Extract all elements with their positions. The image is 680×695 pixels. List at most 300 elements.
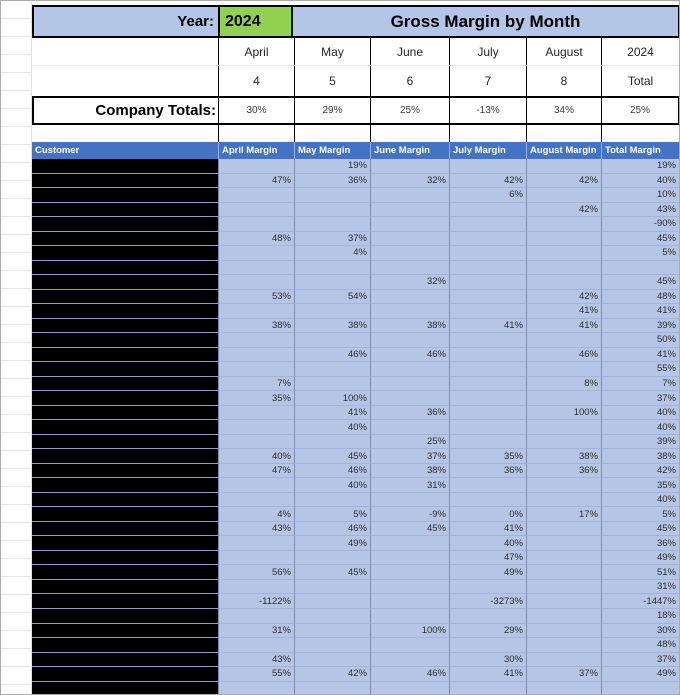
margin-value-cell[interactable]: 54% xyxy=(294,290,370,305)
margin-value-cell[interactable] xyxy=(294,493,370,508)
margin-value-cell[interactable]: 38% xyxy=(370,464,449,479)
margin-value-cell[interactable] xyxy=(218,333,294,348)
margin-value-cell[interactable]: 35% xyxy=(601,478,680,493)
margin-value-cell[interactable]: 36% xyxy=(526,464,601,479)
margin-value-cell[interactable]: 41% xyxy=(601,304,680,319)
margin-value-cell[interactable] xyxy=(370,653,449,668)
margin-value-cell[interactable]: 100% xyxy=(526,406,601,421)
margin-value-cell[interactable]: 40% xyxy=(294,478,370,493)
customer-cell-redacted[interactable] xyxy=(32,217,218,232)
margin-value-cell[interactable] xyxy=(370,261,449,276)
margin-value-cell[interactable]: 46% xyxy=(370,667,449,682)
customer-cell-redacted[interactable] xyxy=(32,624,218,639)
margin-value-cell[interactable] xyxy=(370,304,449,319)
margin-value-cell[interactable]: 0% xyxy=(449,507,526,522)
margin-value-cell[interactable] xyxy=(526,580,601,595)
margin-value-cell[interactable] xyxy=(370,232,449,247)
margin-value-cell[interactable] xyxy=(449,377,526,392)
margin-value-cell[interactable] xyxy=(601,261,680,276)
margin-value-cell[interactable] xyxy=(370,493,449,508)
company-total-june[interactable]: 25% xyxy=(370,98,449,123)
margin-value-cell[interactable] xyxy=(218,682,294,695)
margin-value-cell[interactable]: 42% xyxy=(449,174,526,189)
margin-value-cell[interactable]: 48% xyxy=(218,232,294,247)
margin-value-cell[interactable]: 48% xyxy=(601,638,680,653)
margin-value-cell[interactable]: 31% xyxy=(601,580,680,595)
margin-value-cell[interactable]: 41% xyxy=(526,319,601,334)
margin-value-cell[interactable] xyxy=(449,159,526,174)
margin-value-cell[interactable]: 56% xyxy=(218,565,294,580)
margin-value-cell[interactable] xyxy=(449,682,526,695)
margin-value-cell[interactable]: 37% xyxy=(601,391,680,406)
customer-cell-redacted[interactable] xyxy=(32,682,218,695)
margin-value-cell[interactable] xyxy=(218,551,294,566)
margin-value-cell[interactable]: 45% xyxy=(370,522,449,537)
margin-value-cell[interactable]: 36% xyxy=(294,174,370,189)
customer-cell-redacted[interactable] xyxy=(32,174,218,189)
margin-value-cell[interactable] xyxy=(294,261,370,276)
margin-value-cell[interactable]: 46% xyxy=(294,522,370,537)
company-total-april[interactable]: 30% xyxy=(218,98,294,123)
margin-value-cell[interactable] xyxy=(449,246,526,261)
margin-value-cell[interactable] xyxy=(526,551,601,566)
margin-value-cell[interactable] xyxy=(526,522,601,537)
customer-cell-redacted[interactable] xyxy=(32,203,218,218)
margin-value-cell[interactable]: 47% xyxy=(218,464,294,479)
margin-value-cell[interactable]: 50% xyxy=(601,333,680,348)
margin-value-cell[interactable]: 40% xyxy=(601,420,680,435)
margin-value-cell[interactable] xyxy=(449,275,526,290)
margin-value-cell[interactable] xyxy=(370,638,449,653)
margin-value-cell[interactable]: 6% xyxy=(449,188,526,203)
month-number-cell[interactable]: 7 xyxy=(449,66,526,96)
margin-value-cell[interactable]: 40% xyxy=(601,406,680,421)
margin-value-cell[interactable] xyxy=(526,493,601,508)
customer-cell-redacted[interactable] xyxy=(32,522,218,537)
month-cell-august[interactable]: August xyxy=(526,38,601,65)
margin-value-cell[interactable]: 31% xyxy=(218,624,294,639)
margin-value-cell[interactable] xyxy=(218,203,294,218)
margin-value-cell[interactable] xyxy=(449,333,526,348)
margin-value-cell[interactable] xyxy=(370,217,449,232)
margin-value-cell[interactable] xyxy=(449,638,526,653)
margin-value-cell[interactable] xyxy=(370,246,449,261)
customer-cell-redacted[interactable] xyxy=(32,580,218,595)
column-header-may-margin[interactable]: May Margin xyxy=(294,142,370,159)
margin-value-cell[interactable] xyxy=(526,594,601,609)
margin-value-cell[interactable] xyxy=(526,638,601,653)
margin-value-cell[interactable] xyxy=(526,653,601,668)
margin-value-cell[interactable]: 100% xyxy=(370,624,449,639)
margin-value-cell[interactable] xyxy=(294,217,370,232)
margin-value-cell[interactable]: 19% xyxy=(601,159,680,174)
margin-value-cell[interactable] xyxy=(218,493,294,508)
margin-value-cell[interactable] xyxy=(526,188,601,203)
margin-value-cell[interactable] xyxy=(370,536,449,551)
margin-value-cell[interactable] xyxy=(449,391,526,406)
margin-value-cell[interactable] xyxy=(294,624,370,639)
margin-value-cell[interactable]: 40% xyxy=(294,420,370,435)
margin-value-cell[interactable] xyxy=(449,406,526,421)
margin-value-cell[interactable]: 35% xyxy=(218,391,294,406)
margin-value-cell[interactable]: 46% xyxy=(370,348,449,363)
margin-value-cell[interactable] xyxy=(294,594,370,609)
month-number-cell-total[interactable]: Total xyxy=(601,66,680,96)
margin-value-cell[interactable] xyxy=(526,362,601,377)
column-header-august-margin[interactable]: August Margin xyxy=(526,142,601,159)
margin-value-cell[interactable]: 38% xyxy=(601,449,680,464)
company-total-may[interactable]: 29% xyxy=(294,98,370,123)
margin-value-cell[interactable] xyxy=(218,275,294,290)
page-title: Gross Margin by Month xyxy=(293,7,678,36)
margin-value-cell[interactable] xyxy=(370,159,449,174)
margin-value-cell[interactable] xyxy=(218,609,294,624)
customer-cell-redacted[interactable] xyxy=(32,536,218,551)
customer-cell-redacted[interactable] xyxy=(32,478,218,493)
customer-cell-redacted[interactable] xyxy=(32,435,218,450)
company-total-august[interactable]: 34% xyxy=(526,98,601,123)
margin-value-cell[interactable] xyxy=(370,203,449,218)
margin-value-cell[interactable] xyxy=(370,290,449,305)
margin-value-cell[interactable] xyxy=(449,290,526,305)
margin-value-cell[interactable] xyxy=(449,493,526,508)
customer-cell-redacted[interactable] xyxy=(32,551,218,566)
margin-value-cell[interactable] xyxy=(526,624,601,639)
margin-value-cell[interactable] xyxy=(294,551,370,566)
company-total-year[interactable]: 25% xyxy=(601,98,678,123)
customer-cell-redacted[interactable] xyxy=(32,653,218,668)
margin-value-cell[interactable] xyxy=(294,275,370,290)
margin-value-cell[interactable] xyxy=(294,638,370,653)
table-row xyxy=(32,290,680,305)
margin-value-cell[interactable] xyxy=(218,420,294,435)
column-header-june-margin[interactable]: June Margin xyxy=(370,142,449,159)
customer-cell-redacted[interactable] xyxy=(32,507,218,522)
margin-value-cell[interactable]: 41% xyxy=(601,348,680,363)
customer-cell-redacted[interactable] xyxy=(32,493,218,508)
gap-cell xyxy=(601,125,680,142)
margin-value-cell[interactable] xyxy=(294,362,370,377)
customer-cell-redacted[interactable] xyxy=(32,594,218,609)
margin-value-cell[interactable]: 47% xyxy=(449,551,526,566)
margin-value-cell[interactable]: 45% xyxy=(601,522,680,537)
margin-value-cell[interactable] xyxy=(449,232,526,247)
month-cell-april[interactable]: April xyxy=(218,38,294,65)
margin-value-cell[interactable]: -3273% xyxy=(449,594,526,609)
company-totals-label: Company Totals: xyxy=(95,102,216,119)
margin-value-cell[interactable]: -1122% xyxy=(218,594,294,609)
customer-cell-redacted[interactable] xyxy=(32,406,218,421)
margin-value-cell[interactable] xyxy=(294,377,370,392)
margin-value-cell[interactable] xyxy=(370,580,449,595)
margin-value-cell[interactable] xyxy=(294,653,370,668)
margin-value-cell[interactable]: 41% xyxy=(449,319,526,334)
margin-value-cell[interactable] xyxy=(294,333,370,348)
margin-value-cell[interactable]: 30% xyxy=(601,624,680,639)
margin-value-cell[interactable]: 8% xyxy=(526,377,601,392)
margin-value-cell[interactable]: 38% xyxy=(294,319,370,334)
customer-cell-redacted[interactable] xyxy=(32,667,218,682)
customer-cell-redacted[interactable] xyxy=(32,232,218,247)
margin-value-cell[interactable]: 47% xyxy=(218,174,294,189)
customer-cell-redacted[interactable] xyxy=(32,275,218,290)
table-row xyxy=(32,203,680,218)
margin-value-cell[interactable] xyxy=(218,406,294,421)
margin-value-cell[interactable] xyxy=(526,420,601,435)
margin-value-cell[interactable] xyxy=(218,261,294,276)
margin-value-cell[interactable] xyxy=(294,682,370,695)
table-row xyxy=(32,536,680,551)
margin-value-cell[interactable] xyxy=(526,261,601,276)
month-number-cell[interactable]: 4 xyxy=(218,66,294,96)
margin-value-cell[interactable]: 39% xyxy=(601,435,680,450)
table-row xyxy=(32,348,680,363)
margin-value-cell[interactable] xyxy=(526,275,601,290)
margin-value-cell[interactable]: 30% xyxy=(449,653,526,668)
margin-value-cell[interactable]: 5% xyxy=(601,507,680,522)
margin-value-cell[interactable] xyxy=(370,333,449,348)
margin-value-cell[interactable]: 10% xyxy=(601,188,680,203)
margin-value-cell[interactable]: 46% xyxy=(294,348,370,363)
customer-cell-redacted[interactable] xyxy=(32,377,218,392)
margin-value-cell[interactable]: 42% xyxy=(526,290,601,305)
margin-value-cell[interactable]: 49% xyxy=(601,667,680,682)
margin-value-cell[interactable] xyxy=(370,420,449,435)
margin-value-cell[interactable]: 35% xyxy=(449,449,526,464)
margin-value-cell[interactable]: 36% xyxy=(449,464,526,479)
customer-cell-redacted[interactable] xyxy=(32,261,218,276)
customer-cell-redacted[interactable] xyxy=(32,420,218,435)
margin-value-cell[interactable] xyxy=(526,333,601,348)
margin-value-cell[interactable] xyxy=(526,391,601,406)
margin-value-cell[interactable]: 38% xyxy=(526,449,601,464)
margin-value-cell[interactable] xyxy=(218,638,294,653)
margin-value-cell[interactable]: 17% xyxy=(526,507,601,522)
margin-value-cell[interactable] xyxy=(294,188,370,203)
margin-value-cell[interactable] xyxy=(294,304,370,319)
margin-value-cell[interactable]: 49% xyxy=(601,551,680,566)
column-header-july-margin[interactable]: July Margin xyxy=(449,142,526,159)
column-header-total-margin[interactable]: Total Margin xyxy=(601,142,680,159)
column-header-customer[interactable]: Customer xyxy=(35,145,80,156)
header-banner xyxy=(32,5,680,38)
margin-value-cell[interactable]: 40% xyxy=(601,493,680,508)
margin-value-cell[interactable]: 41% xyxy=(526,304,601,319)
margin-value-cell[interactable] xyxy=(526,232,601,247)
margin-value-cell[interactable] xyxy=(449,420,526,435)
table-row xyxy=(32,449,680,464)
customer-cell-redacted[interactable] xyxy=(32,391,218,406)
table-row xyxy=(32,377,680,392)
margin-value-cell[interactable] xyxy=(526,159,601,174)
margin-value-cell[interactable] xyxy=(526,609,601,624)
margin-value-cell[interactable] xyxy=(370,362,449,377)
margin-value-cell[interactable] xyxy=(218,246,294,261)
margin-value-cell[interactable]: 37% xyxy=(601,653,680,668)
margin-value-cell[interactable]: 40% xyxy=(449,536,526,551)
margin-value-cell[interactable] xyxy=(449,348,526,363)
margin-value-cell[interactable]: 45% xyxy=(294,565,370,580)
margin-value-cell[interactable] xyxy=(601,682,680,695)
margin-value-cell[interactable] xyxy=(449,609,526,624)
margin-value-cell[interactable] xyxy=(449,478,526,493)
customer-cell-redacted[interactable] xyxy=(32,246,218,261)
margin-value-cell[interactable]: 37% xyxy=(370,449,449,464)
margin-value-cell[interactable]: 18% xyxy=(601,609,680,624)
margin-value-cell[interactable] xyxy=(370,391,449,406)
margin-value-cell[interactable]: 41% xyxy=(449,522,526,537)
margin-value-cell[interactable]: 41% xyxy=(449,667,526,682)
customer-cell-redacted[interactable] xyxy=(32,348,218,363)
margin-value-cell[interactable]: 7% xyxy=(218,377,294,392)
margin-value-cell[interactable]: 40% xyxy=(218,449,294,464)
margin-value-cell[interactable]: 46% xyxy=(526,348,601,363)
margin-value-cell[interactable]: 19% xyxy=(294,159,370,174)
customer-cell-redacted[interactable] xyxy=(32,188,218,203)
margin-value-cell[interactable]: 39% xyxy=(601,319,680,334)
margin-value-cell[interactable]: 36% xyxy=(601,536,680,551)
margin-value-cell[interactable]: 38% xyxy=(370,319,449,334)
margin-value-cell[interactable]: 43% xyxy=(601,203,680,218)
margin-value-cell[interactable]: 45% xyxy=(294,449,370,464)
margin-value-cell[interactable] xyxy=(294,435,370,450)
margin-value-cell[interactable]: 100% xyxy=(294,391,370,406)
margin-value-cell[interactable] xyxy=(526,217,601,232)
margin-value-cell[interactable] xyxy=(218,478,294,493)
margin-value-cell[interactable]: 4% xyxy=(294,246,370,261)
margin-value-cell[interactable]: 7% xyxy=(601,377,680,392)
margin-value-cell[interactable] xyxy=(449,203,526,218)
margin-value-cell[interactable]: 32% xyxy=(370,174,449,189)
margin-value-cell[interactable] xyxy=(218,217,294,232)
margin-value-cell[interactable] xyxy=(370,377,449,392)
margin-value-cell[interactable] xyxy=(370,594,449,609)
margin-value-cell[interactable]: 53% xyxy=(218,290,294,305)
margin-value-cell[interactable] xyxy=(526,565,601,580)
margin-value-cell[interactable] xyxy=(294,203,370,218)
margin-value-cell[interactable] xyxy=(218,304,294,319)
customer-cell-redacted[interactable] xyxy=(32,609,218,624)
month-cell-july[interactable]: July xyxy=(449,38,526,65)
customer-cell-redacted[interactable] xyxy=(32,333,218,348)
margin-value-cell[interactable]: -9% xyxy=(370,507,449,522)
margin-value-cell[interactable] xyxy=(218,580,294,595)
margin-value-cell[interactable] xyxy=(294,580,370,595)
month-number-cell[interactable]: 8 xyxy=(526,66,601,96)
margin-value-cell[interactable] xyxy=(218,348,294,363)
margin-value-cell[interactable]: 42% xyxy=(601,464,680,479)
margin-value-cell[interactable]: 55% xyxy=(601,362,680,377)
margin-value-cell[interactable] xyxy=(526,478,601,493)
margin-value-cell[interactable]: 43% xyxy=(218,653,294,668)
margin-value-cell[interactable]: 5% xyxy=(601,246,680,261)
margin-value-cell[interactable]: 5% xyxy=(294,507,370,522)
margin-value-cell[interactable] xyxy=(526,246,601,261)
margin-value-cell[interactable] xyxy=(370,565,449,580)
margin-value-cell[interactable] xyxy=(449,261,526,276)
margin-value-cell[interactable] xyxy=(370,682,449,695)
margin-value-cell[interactable]: 31% xyxy=(370,478,449,493)
margin-value-cell[interactable] xyxy=(449,435,526,450)
margin-value-cell[interactable]: 45% xyxy=(601,232,680,247)
margin-value-cell[interactable]: -1447% xyxy=(601,594,680,609)
margin-value-cell[interactable]: 42% xyxy=(526,203,601,218)
margin-value-cell[interactable]: 41% xyxy=(294,406,370,421)
margin-value-cell[interactable] xyxy=(294,609,370,624)
margin-value-cell[interactable]: 46% xyxy=(294,464,370,479)
number-row-spacer xyxy=(32,66,218,96)
customer-cell-redacted[interactable] xyxy=(32,290,218,305)
margin-value-cell[interactable] xyxy=(449,580,526,595)
month-cell-may[interactable]: May xyxy=(294,38,370,65)
margin-value-cell[interactable]: 37% xyxy=(294,232,370,247)
year-label: Year: xyxy=(34,7,218,36)
margin-value-cell[interactable] xyxy=(526,682,601,695)
customer-cell-redacted[interactable] xyxy=(32,449,218,464)
margin-value-cell[interactable] xyxy=(526,435,601,450)
margin-value-cell[interactable]: 42% xyxy=(526,174,601,189)
margin-value-cell[interactable]: -90% xyxy=(601,217,680,232)
margin-value-cell[interactable]: 48% xyxy=(601,290,680,305)
customer-cell-redacted[interactable] xyxy=(32,319,218,334)
month-number-cell[interactable]: 5 xyxy=(294,66,370,96)
margin-value-cell[interactable] xyxy=(218,435,294,450)
margin-value-cell[interactable] xyxy=(449,217,526,232)
margin-value-cell[interactable] xyxy=(218,536,294,551)
margin-value-cell[interactable] xyxy=(218,362,294,377)
month-row-spacer xyxy=(32,38,218,65)
month-cell-year-total[interactable]: 2024 xyxy=(601,38,680,65)
margin-value-cell[interactable]: 42% xyxy=(294,667,370,682)
margin-value-cell[interactable] xyxy=(449,304,526,319)
table-row xyxy=(32,420,680,435)
spacer-row xyxy=(32,125,680,142)
year-input-cell[interactable]: 2024 xyxy=(218,7,293,36)
margin-value-cell[interactable]: 38% xyxy=(218,319,294,334)
margin-value-cell[interactable]: 37% xyxy=(526,667,601,682)
margin-value-cell[interactable]: 45% xyxy=(601,275,680,290)
margin-value-cell[interactable]: 49% xyxy=(294,536,370,551)
margin-value-cell[interactable]: 43% xyxy=(218,522,294,537)
month-cell-june[interactable]: June xyxy=(370,38,449,65)
margin-value-cell[interactable]: 4% xyxy=(218,507,294,522)
margin-value-cell[interactable]: 51% xyxy=(601,565,680,580)
column-header-april-margin[interactable]: April Margin xyxy=(218,142,294,159)
margin-value-cell[interactable]: 36% xyxy=(370,406,449,421)
margin-value-cell[interactable] xyxy=(370,188,449,203)
customer-cell-redacted[interactable] xyxy=(32,565,218,580)
margin-value-cell[interactable] xyxy=(218,159,294,174)
margin-value-cell[interactable]: 55% xyxy=(218,667,294,682)
margin-value-cell[interactable] xyxy=(526,536,601,551)
company-total-july[interactable]: -13% xyxy=(449,98,526,123)
customer-cell-redacted[interactable] xyxy=(32,304,218,319)
margin-value-cell[interactable]: 29% xyxy=(449,624,526,639)
customer-cell-redacted[interactable] xyxy=(32,464,218,479)
margin-value-cell[interactable] xyxy=(370,609,449,624)
customer-cell-redacted[interactable] xyxy=(32,638,218,653)
customer-cell-redacted[interactable] xyxy=(32,159,218,174)
margin-value-cell[interactable]: 40% xyxy=(601,174,680,189)
margin-value-cell[interactable] xyxy=(449,362,526,377)
margin-value-cell[interactable] xyxy=(370,551,449,566)
margin-value-cell[interactable]: 25% xyxy=(370,435,449,450)
customer-cell-redacted[interactable] xyxy=(32,362,218,377)
margin-value-cell[interactable]: 49% xyxy=(449,565,526,580)
margin-value-cell[interactable]: 32% xyxy=(370,275,449,290)
margin-value-cell[interactable] xyxy=(218,188,294,203)
month-number-cell[interactable]: 6 xyxy=(370,66,449,96)
